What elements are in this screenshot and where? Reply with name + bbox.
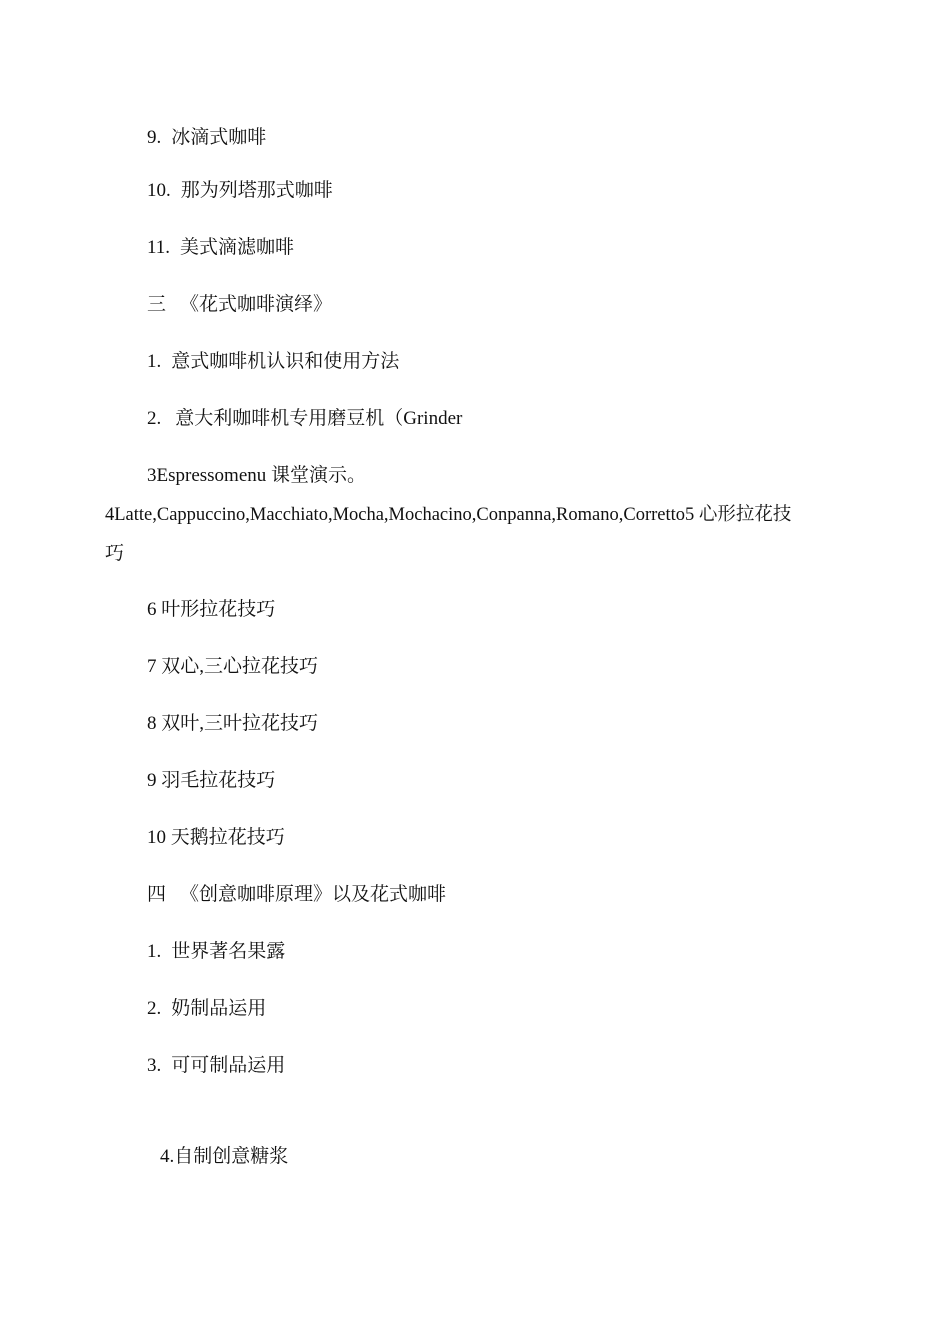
item-text: 美式滴滤咖啡 <box>180 237 295 258</box>
item-text: 9 羽毛拉花技巧 <box>147 770 276 791</box>
item-text: 7 双心,三心拉花技巧 <box>147 656 319 677</box>
list-item <box>147 464 366 488</box>
item-text: 4.自制创意糖浆 <box>160 1146 289 1167</box>
list-item <box>147 826 285 850</box>
section-number: 四 <box>147 884 167 905</box>
list-item <box>147 769 275 793</box>
item-text: 奶制品运用 <box>171 998 267 1019</box>
item-text: 巧 <box>105 543 125 564</box>
item-text: 4Latte,Cappuccino,Macchiato,Mocha,Mochacino,Conpanna,Romano,Corretto5 心形拉花技 <box>105 505 792 525</box>
list-item <box>147 940 285 964</box>
item-text: 世界著名果露 <box>171 941 286 962</box>
item-number: 3. <box>147 1055 162 1076</box>
list-item <box>147 598 275 622</box>
item-number: 1. <box>147 941 162 962</box>
list-item <box>147 712 318 736</box>
item-text: 3Espressomenu 课堂演示。 <box>147 465 367 486</box>
list-item <box>147 126 266 150</box>
item-number: 2. <box>147 408 162 429</box>
list-item <box>147 655 318 679</box>
item-number: 9. <box>147 127 162 148</box>
list-item <box>147 1054 285 1078</box>
section-title: 《创意咖啡原理》以及花式咖啡 <box>180 884 447 905</box>
list-item <box>147 407 462 431</box>
item-text: 意大利咖啡机专用磨豆机（Grinder <box>175 408 463 429</box>
section-heading <box>147 293 332 317</box>
item-text: 那为列塔那式咖啡 <box>180 180 333 201</box>
item-text: 6 叶形拉花技巧 <box>147 599 276 620</box>
section-title: 《花式咖啡演绎》 <box>180 294 333 315</box>
list-item <box>147 350 399 374</box>
section-number: 三 <box>147 294 167 315</box>
text-box <box>160 1145 290 1169</box>
item-text: 8 双叶,三叶拉花技巧 <box>147 713 319 734</box>
item-text: 可可制品运用 <box>171 1055 286 1076</box>
list-item <box>105 503 791 527</box>
list-item <box>147 179 333 203</box>
item-text: 冰滴式咖啡 <box>171 127 267 148</box>
list-item <box>147 997 266 1021</box>
list-item-continuation <box>105 542 124 566</box>
item-number: 2. <box>147 998 162 1019</box>
item-number: 1. <box>147 351 162 372</box>
item-text: 10 天鹅拉花技巧 <box>147 827 285 848</box>
list-item <box>147 236 294 260</box>
item-number: 10. <box>147 180 171 201</box>
item-number: 11. <box>147 237 171 258</box>
item-text: 意式咖啡机认识和使用方法 <box>171 351 400 372</box>
section-heading <box>147 883 446 907</box>
